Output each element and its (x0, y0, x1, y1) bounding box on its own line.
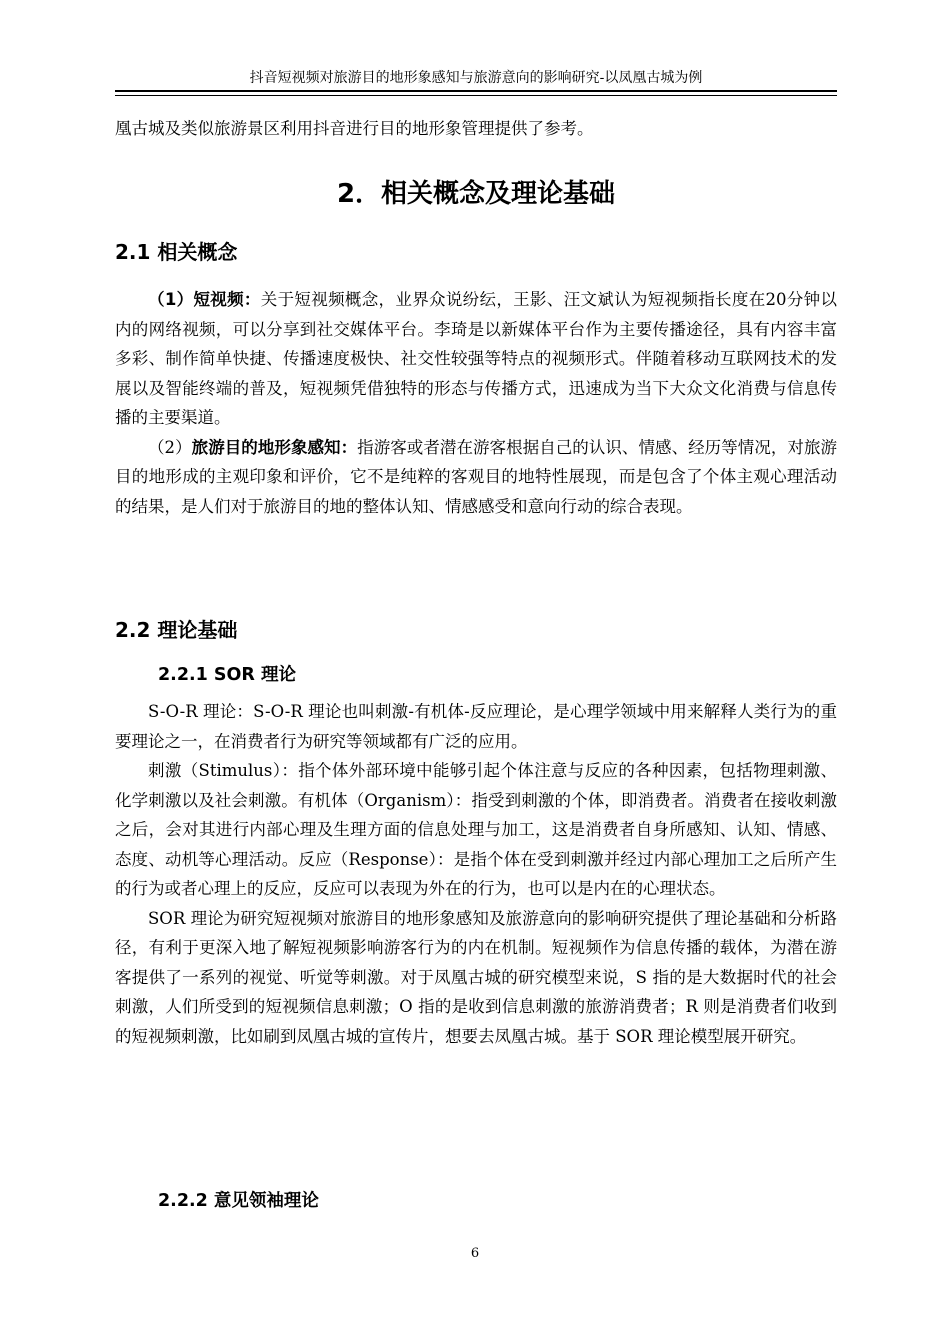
sor-definition-paragraph: S-O-R 理论：S-O-R 理论也叫刺激-有机体-反应理论，是心理学领域中用来解释人类行为的重要理论之一，在消费者行为研究等领域都有广泛的应用。 (115, 702, 837, 751)
chapter-title: 2．相关概念及理论基础 (336, 179, 616, 209)
destination-image-text: 指游客或者潜在游客根据自己的认识、情感、经历等情况，对旅游目的地形成的主观印象和评价，它不是纯粹的客观目的地特性展现，而是包含了个体主观心理活动的结果，是人们对于旅游目的地的整体认知、情感感受和意向行动的综合表现。 (115, 437, 838, 516)
section-2-2-heading: 2.2 理论基础 (115, 618, 238, 642)
section-2-2-1-body (115, 697, 837, 1051)
short-video-text: 关于短视频概念，业界众说纷纭，王影、汪文斌认为短视频指长度在20分钟以内的网络视频，可以分享到社交媒体平台。李琦是以新媒体平台作为主要传播途径，具有内容丰富多彩、制作简单快捷、传播速度极快、社交性较强等特点的视频形式。伴随着移动互联网技术的发展以及智能终端的普及，短视频凭借独特的形态与传播方式，迅速成为当下大众文化消费与信息传播的主要渠道。 (115, 290, 837, 427)
section-2-1-heading: 2.1 相关概念 (115, 240, 238, 264)
sor-components-paragraph: 刺激（Stimulus）：指个体外部环境中能够引起个体注意与反应的各种因素，包括物理刺激、化学刺激以及社会刺激。有机体（Organism）：指受到刺激的个体，即消费者。消费者在接收刺激之后，会对其进行内部心理及生理方面的信息处理与加工，这是消费者自身所感知、认知、情感、态度、动机等心理活动。反应（Response）：是指个体在受到刺激并经过内部心理加工之后所产生的行为或者心理上的反应，反应可以表现为外在的行为，也可以是内在的心理状态。 (115, 761, 837, 898)
running-header: 抖音短视频对旅游目的地形象感知与旅游意向的影响研究-以凤凰古城为例 (249, 70, 703, 86)
section-2-1-body (115, 285, 837, 521)
destination-image-paragraph (115, 433, 837, 522)
sor-application-paragraph: SOR 理论为研究短视频对旅游目的地形象感知及旅游意向的影响研究提供了理论基础和分析路径，有利于更深入地了解短视频影响游客行为的内在机制。短视频作为信息传播的载体，为潜在游客提供了一系列的视觉、听觉等刺激。对于凤凰古城的研究模型来说，S 指的是大数据时代的社会刺激，人们所受到的短视频信息刺激；O 指的是收到信息刺激的旅游消费者；R 则是消费者们收到的短视频刺激，比如刷到凤凰古城的宣传片，想要去凤凰古城。基于 SOR 理论模型展开研究。 (115, 908, 837, 1046)
header-rule-thin (115, 95, 837, 96)
destination-image-prefix: （2） (148, 437, 192, 457)
intro-continuation (115, 114, 837, 144)
subsection-2-2-2-heading: 2.2.2 意见领袖理论 (158, 1191, 319, 1211)
short-video-paragraph (115, 285, 837, 433)
page-number: 6 (470, 1246, 480, 1261)
destination-image-label: 旅游目的地形象感知： (191, 437, 358, 457)
header-rule-thick (115, 90, 837, 92)
subsection-2-2-1-heading: 2.2.1 SOR 理论 (158, 665, 296, 685)
short-video-label: （1）短视频： (148, 290, 261, 309)
intro-line: 凰古城及类似旅游景区利用抖音进行目的地形象管理提供了参考。 (115, 119, 594, 138)
